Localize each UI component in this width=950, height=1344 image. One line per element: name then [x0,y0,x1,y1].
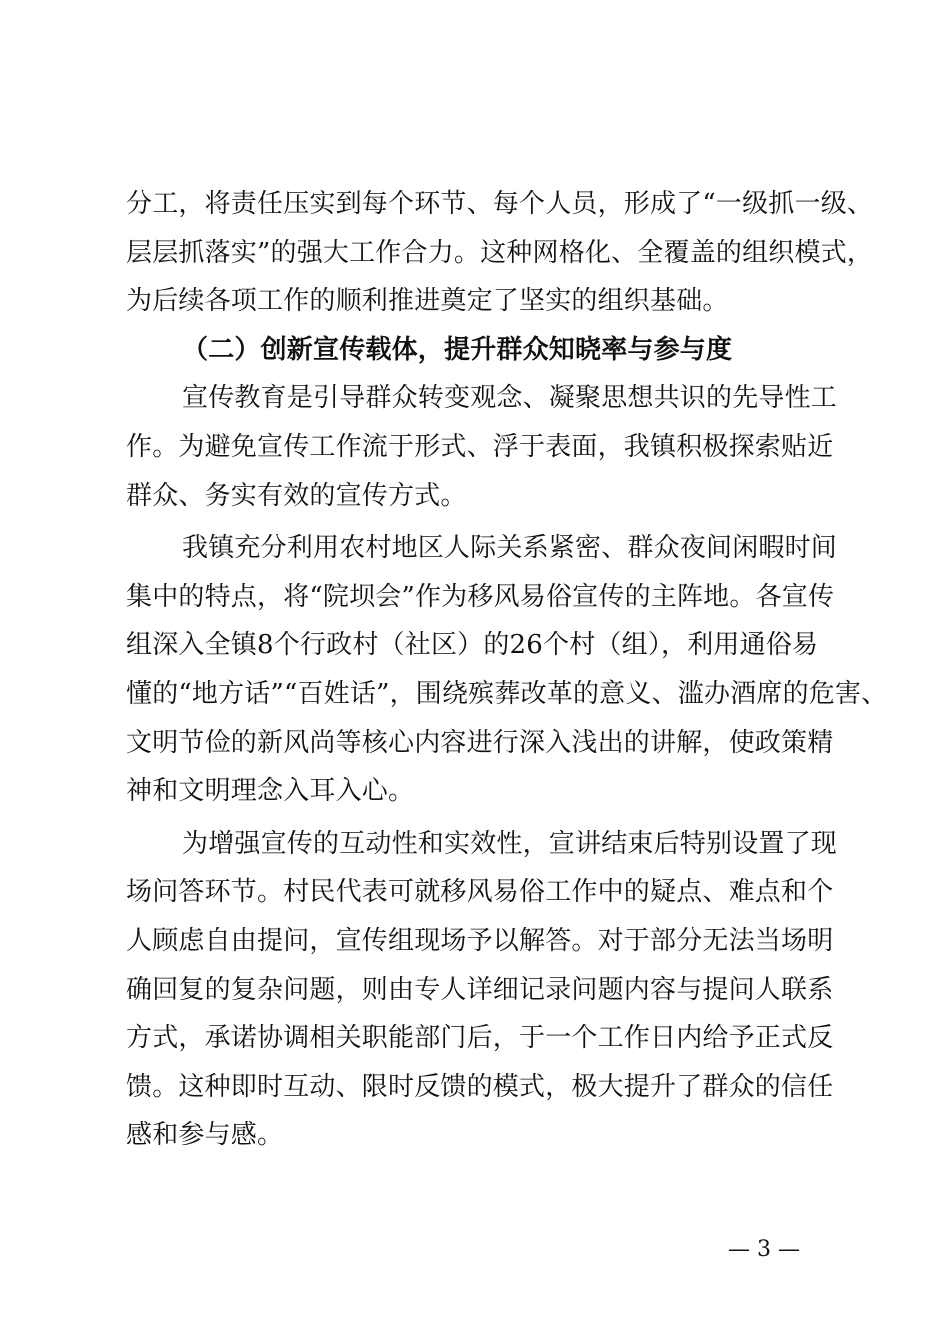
text-line: 为增强宣传的互动性和实效性，宣讲结束后特别设置了现 [182,828,838,859]
paragraph [126,820,850,1160]
paragraph [126,524,888,816]
text-line: 集中的特点，将“院坝会”作为移风易俗宣传的主阵地。各宣传 [126,581,835,612]
text-line: 人顾虑自由提问，宣传组现场予以解答。对于部分无法当场明 [126,925,834,956]
page-number: — 3 — [728,1237,800,1262]
text-line: 作。为避免宣传工作流于形式、浮于表面，我镇积极探索贴近 [126,431,834,462]
text-line: 确回复的复杂问题，则由专人详细记录问题内容与提问人联系 [126,974,834,1005]
text-line: 宣传教育是引导群众转变观念、凝聚思想共识的先导性工 [182,383,838,414]
text-line: 懂的“地方话”“百姓话”，围绕殡葬改革的意义、滥办酒席的危害、 [126,678,888,709]
text-line: 层层抓落实”的强大工作合力。这种网格化、全覆盖的组织模式， [126,237,874,268]
text-line: 组深入全镇8个行政村（社区）的26个村（组），利用通俗易 [126,630,819,661]
section-heading: （二）创新宣传载体，提升群众知晓率与参与度 [182,334,733,365]
text-line: 我镇充分利用农村地区人际关系紧密、群众夜间闲暇时间 [182,533,838,564]
text-line: 神和文明理念入耳入心。 [126,776,415,807]
text-line: 文明节俭的新风尚等核心内容进行深入浅出的讲解，使政策精 [126,727,834,758]
text-line: 感和参与感。 [126,1120,284,1151]
text-line: 场问答环节。村民代表可就移风易俗工作中的疑点、难点和个 [126,877,834,908]
text-line: 方式，承诺协调相关职能部门后，于一个工作日内给予正式反 [126,1023,834,1054]
document-body [126,180,888,1160]
text-line: 馈。这种即时互动、限时反馈的模式，极大提升了群众的信任 [126,1071,834,1102]
text-line: 群众、务实有效的宣传方式。 [126,480,467,511]
paragraph [126,374,850,520]
text-line: 分工，将责任压实到每个环节、每个人员，形成了“一级抓一级、 [126,189,874,219]
text-line: 为后续各项工作的顺利推进奠定了坚实的组织基础。 [126,286,729,317]
